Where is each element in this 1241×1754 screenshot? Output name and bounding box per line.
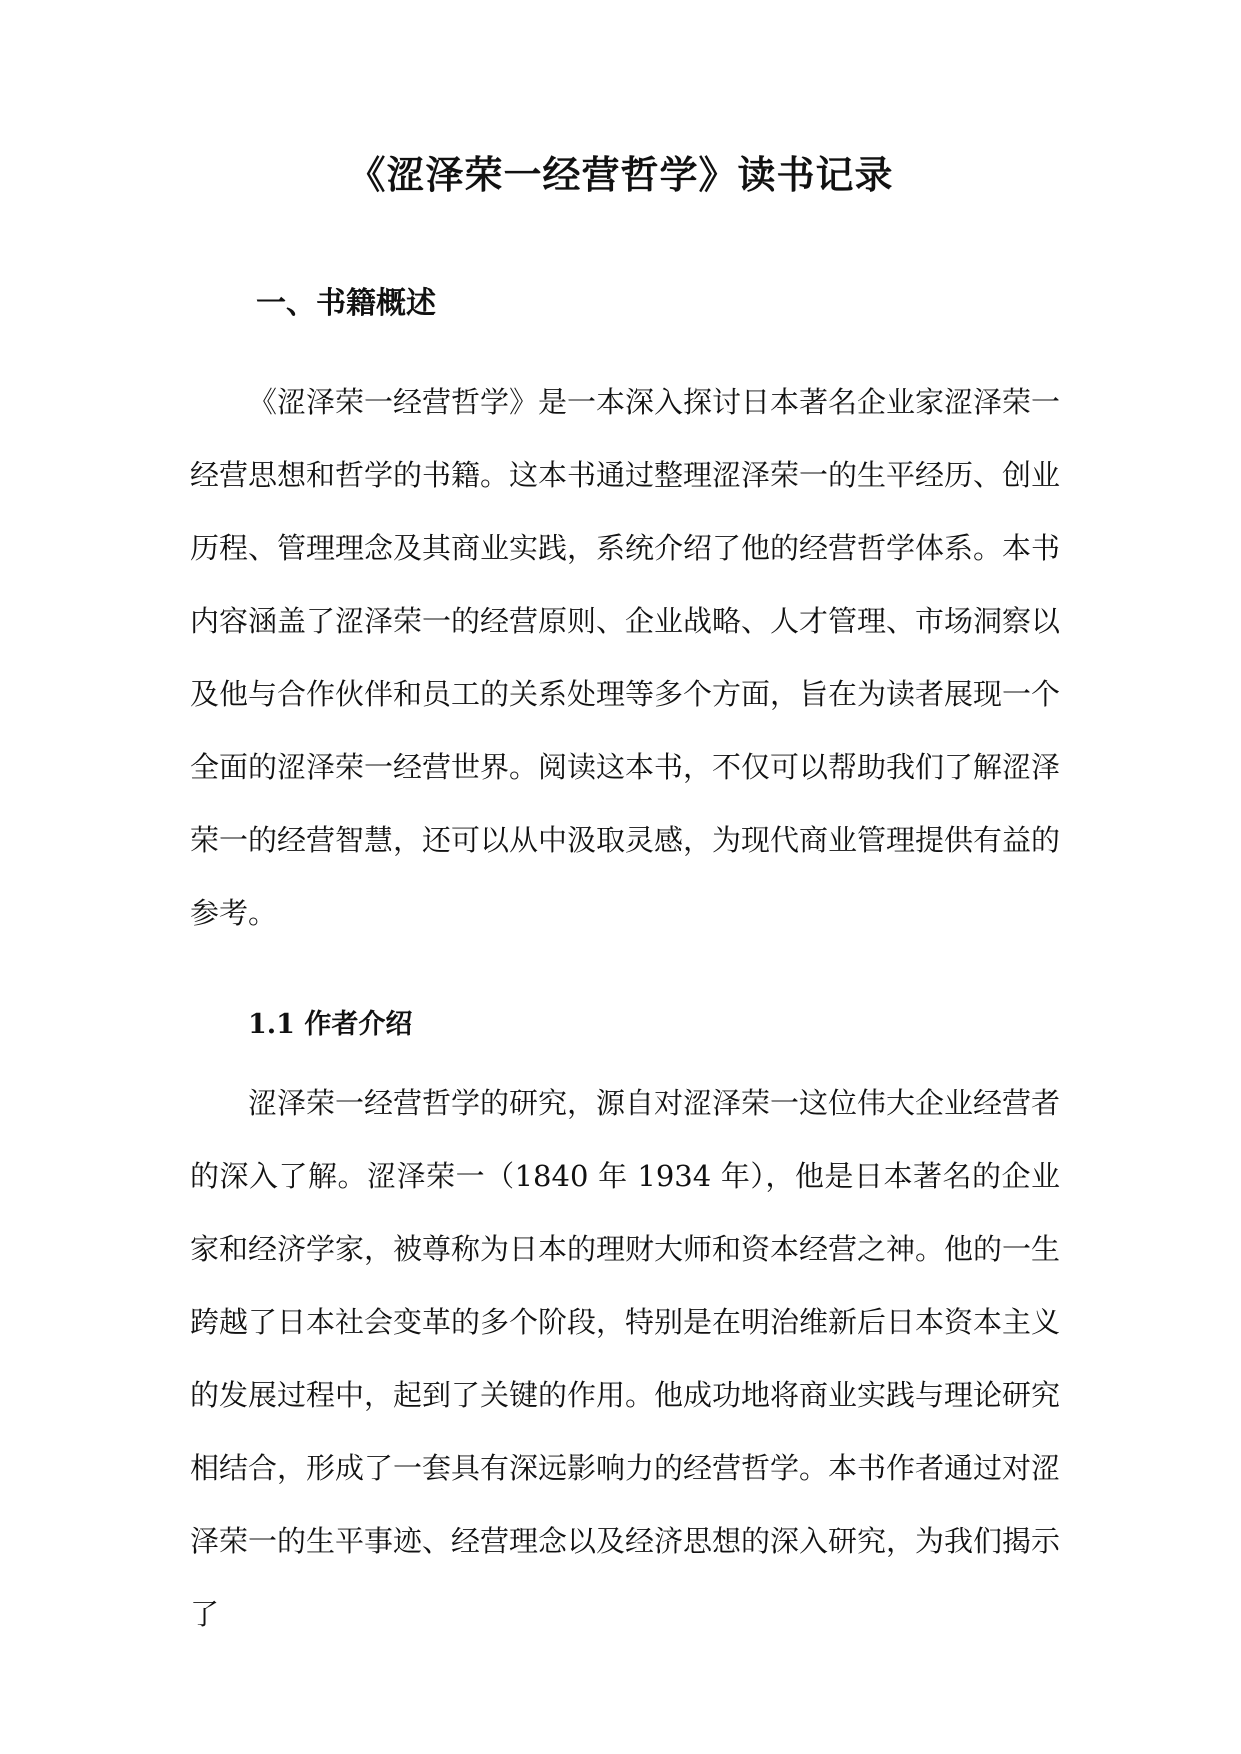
paragraph-author-intro: 涩泽荣一经营哲学的研究，源自对涩泽荣一这位伟大企业经营者的深入了解。涩泽荣一（1840 年 1934 年），他是日本著名的企业家和经济学家，被尊称为日本的理财大师和资本经营之神。他的一生跨越了日本社会变革的多个阶段，特别是在明治维新后日本资本主义的发展过程中，起到了关键的作用。他成功地将商业实践与理论研究相结合，形成了一套具有深远影响力的经营哲学。本书作者通过对涩泽荣一的生平事迹、经营理念以及经济思想的深入研究，为我们揭示了 <box>190 1086 1061 1631</box>
section-heading-book-overview: 一、书籍概述 <box>256 286 436 321</box>
paragraph-book-overview: 《涩泽荣一经营哲学》是一本深入探讨日本著名企业家涩泽荣一经营思想和哲学的书籍。这本书通过整理涩泽荣一的生平经历、创业历程、管理理念及其商业实践，系统介绍了他的经营哲学体系。本书内容涵盖了涩泽荣一的经营原则、企业战略、人才管理、市场洞察以及他与合作伙伴和员工的关系处理等多个方面，旨在为读者展现一个全面的涩泽荣一经营世界。阅读这本书，不仅可以帮助我们了解涩泽荣一的经营智慧，还可以从中汲取灵感，为现代商业管理提供有益的参考。 <box>190 385 1061 930</box>
document-title: 《涩泽荣一经营哲学》读书记录 <box>347 152 894 197</box>
subsection-heading-author-intro: 1.1 作者介绍 <box>248 1009 413 1040</box>
